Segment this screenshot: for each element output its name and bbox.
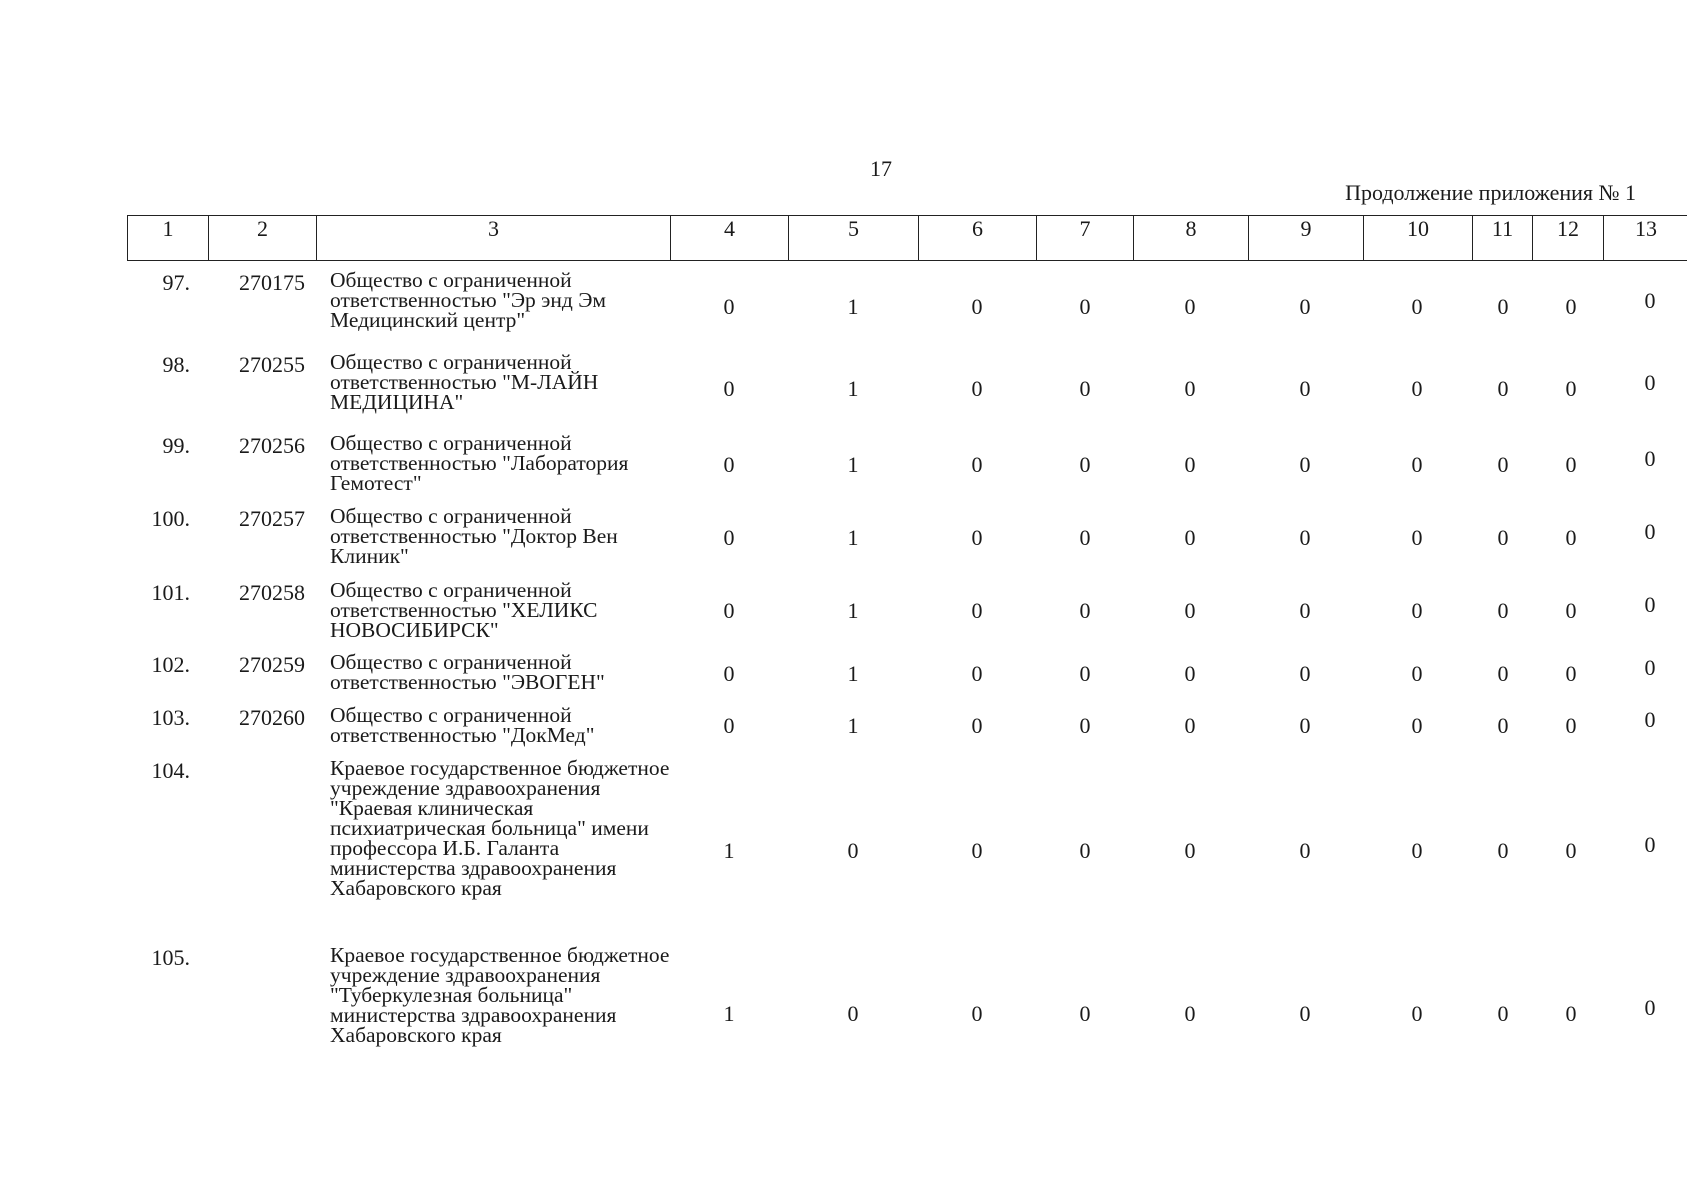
row-number: 98. <box>162 352 190 377</box>
value-col-4: 0 <box>723 294 735 319</box>
value-col-10: 0 <box>1411 294 1423 319</box>
row-number: 105. <box>151 945 190 970</box>
value-col-12: 0 <box>1565 376 1577 401</box>
header-col-2: 2 <box>209 216 317 260</box>
value-col-6: 0 <box>971 1001 983 1026</box>
row-code: 270258 <box>239 580 305 605</box>
value-col-10: 0 <box>1411 838 1423 863</box>
value-col-5: 1 <box>847 525 859 550</box>
row-code: 270257 <box>239 506 305 531</box>
header-col-4: 4 <box>671 216 789 260</box>
table-header <box>127 215 1687 261</box>
value-col-6: 0 <box>971 452 983 477</box>
row-code: 270175 <box>239 270 305 295</box>
value-col-7: 0 <box>1079 376 1091 401</box>
value-col-7: 0 <box>1079 1001 1091 1026</box>
value-col-4: 0 <box>723 598 735 623</box>
value-col-10: 0 <box>1411 598 1423 623</box>
header-col-9: 9 <box>1249 216 1364 260</box>
value-col-12: 0 <box>1565 452 1577 477</box>
value-col-13: 0 <box>1644 370 1656 395</box>
organization-name: Краевое государственное бюджетное учреждение здравоохранения "Туберкулезная больница" министерства здравоохранения Хабаровского края <box>330 943 670 1047</box>
value-col-8: 0 <box>1184 525 1196 550</box>
value-col-7: 0 <box>1079 598 1091 623</box>
value-col-12: 0 <box>1565 713 1577 738</box>
value-col-4: 0 <box>723 661 735 686</box>
value-col-11: 0 <box>1497 598 1509 623</box>
value-col-8: 0 <box>1184 838 1196 863</box>
value-col-8: 0 <box>1184 376 1196 401</box>
value-col-6: 0 <box>971 376 983 401</box>
value-col-10: 0 <box>1411 525 1423 550</box>
value-col-7: 0 <box>1079 661 1091 686</box>
value-col-7: 0 <box>1079 713 1091 738</box>
value-col-5: 1 <box>847 598 859 623</box>
value-col-9: 0 <box>1299 294 1311 319</box>
value-col-11: 0 <box>1497 661 1509 686</box>
value-col-6: 0 <box>971 598 983 623</box>
header-col-3: 3 <box>317 216 671 260</box>
value-col-6: 0 <box>971 294 983 319</box>
row-number: 103. <box>151 705 190 730</box>
value-col-11: 0 <box>1497 713 1509 738</box>
value-col-11: 0 <box>1497 1001 1509 1026</box>
organization-name: Краевое государственное бюджетное учреждение здравоохранения "Краевая клиническая психиатрическая больница" имени профессора И.Б. Галанта министерства здравоохранения Хабаровского края <box>330 756 670 900</box>
organization-name: Общество с ограниченной ответственностью "ХЕЛИКС НОВОСИБИРСК" <box>330 578 598 642</box>
value-col-4: 0 <box>723 376 735 401</box>
value-col-13: 0 <box>1644 446 1656 471</box>
value-col-8: 0 <box>1184 661 1196 686</box>
value-col-9: 0 <box>1299 661 1311 686</box>
value-col-11: 0 <box>1497 838 1509 863</box>
value-col-5: 0 <box>847 838 859 863</box>
organization-name: Общество с ограниченной ответственностью "Эр энд Эм Медицинский центр" <box>330 268 607 332</box>
value-col-6: 0 <box>971 525 983 550</box>
value-col-12: 0 <box>1565 1001 1577 1026</box>
header-col-11: 11 <box>1473 216 1533 260</box>
row-number: 100. <box>151 506 190 531</box>
value-col-6: 0 <box>971 661 983 686</box>
row-code: 270255 <box>239 352 305 377</box>
value-col-10: 0 <box>1411 661 1423 686</box>
organization-name: Общество с ограниченной ответственностью "Доктор Вен Клиник" <box>330 504 618 568</box>
value-col-8: 0 <box>1184 294 1196 319</box>
value-col-8: 0 <box>1184 713 1196 738</box>
organization-name: Общество с ограниченной ответственностью "Лаборатория Гемотест" <box>330 431 629 495</box>
value-col-11: 0 <box>1497 525 1509 550</box>
value-col-8: 0 <box>1184 598 1196 623</box>
value-col-11: 0 <box>1497 376 1509 401</box>
value-col-12: 0 <box>1565 838 1577 863</box>
header-col-12: 12 <box>1533 216 1604 260</box>
value-col-4: 0 <box>723 452 735 477</box>
header-col-10: 10 <box>1364 216 1473 260</box>
row-number: 101. <box>151 580 190 605</box>
value-col-5: 0 <box>847 1001 859 1026</box>
row-code: 270256 <box>239 433 305 458</box>
page-number: 17 <box>870 156 892 181</box>
value-col-9: 0 <box>1299 1001 1311 1026</box>
header-col-5: 5 <box>789 216 919 260</box>
value-col-7: 0 <box>1079 294 1091 319</box>
row-number: 102. <box>151 652 190 677</box>
value-col-7: 0 <box>1079 452 1091 477</box>
value-col-5: 1 <box>847 661 859 686</box>
appendix-note: Продолжение приложения № 1 <box>1345 180 1636 205</box>
header-col-13: 13 <box>1635 216 1657 241</box>
value-col-7: 0 <box>1079 838 1091 863</box>
value-col-13: 0 <box>1644 592 1656 617</box>
value-col-5: 1 <box>847 713 859 738</box>
value-col-9: 0 <box>1299 598 1311 623</box>
value-col-13: 0 <box>1644 832 1656 857</box>
header-col-1: 1 <box>128 216 209 260</box>
value-col-4: 1 <box>723 838 735 863</box>
value-col-10: 0 <box>1411 452 1423 477</box>
row-code: 270260 <box>239 705 305 730</box>
value-col-8: 0 <box>1184 452 1196 477</box>
value-col-5: 1 <box>847 452 859 477</box>
value-col-13: 0 <box>1644 995 1656 1020</box>
value-col-13: 0 <box>1644 288 1656 313</box>
value-col-4: 0 <box>723 525 735 550</box>
value-col-7: 0 <box>1079 525 1091 550</box>
value-col-9: 0 <box>1299 452 1311 477</box>
value-col-12: 0 <box>1565 598 1577 623</box>
value-col-12: 0 <box>1565 661 1577 686</box>
row-code: 270259 <box>239 652 305 677</box>
value-col-9: 0 <box>1299 713 1311 738</box>
value-col-13: 0 <box>1644 707 1656 732</box>
header-col-6: 6 <box>919 216 1037 260</box>
value-col-12: 0 <box>1565 525 1577 550</box>
row-number: 99. <box>162 433 190 458</box>
header-col-7: 7 <box>1037 216 1134 260</box>
value-col-13: 0 <box>1644 519 1656 544</box>
value-col-11: 0 <box>1497 452 1509 477</box>
organization-name: Общество с ограниченной ответственностью "ДокМед" <box>330 703 595 747</box>
value-col-5: 1 <box>847 376 859 401</box>
value-col-10: 0 <box>1411 376 1423 401</box>
value-col-11: 0 <box>1497 294 1509 319</box>
value-col-4: 1 <box>723 1001 735 1026</box>
value-col-10: 0 <box>1411 713 1423 738</box>
value-col-5: 1 <box>847 294 859 319</box>
row-number: 104. <box>151 758 190 783</box>
organization-name: Общество с ограниченной ответственностью "ЭВОГЕН" <box>330 650 605 694</box>
value-col-4: 0 <box>723 713 735 738</box>
value-col-6: 0 <box>971 838 983 863</box>
value-col-9: 0 <box>1299 838 1311 863</box>
value-col-12: 0 <box>1565 294 1577 319</box>
row-number: 97. <box>162 270 190 295</box>
header-col-8: 8 <box>1134 216 1249 260</box>
value-col-10: 0 <box>1411 1001 1423 1026</box>
value-col-13: 0 <box>1644 655 1656 680</box>
value-col-9: 0 <box>1299 525 1311 550</box>
value-col-6: 0 <box>971 713 983 738</box>
value-col-8: 0 <box>1184 1001 1196 1026</box>
value-col-9: 0 <box>1299 376 1311 401</box>
organization-name: Общество с ограниченной ответственностью "М-ЛАЙН МЕДИЦИНА" <box>330 350 599 414</box>
